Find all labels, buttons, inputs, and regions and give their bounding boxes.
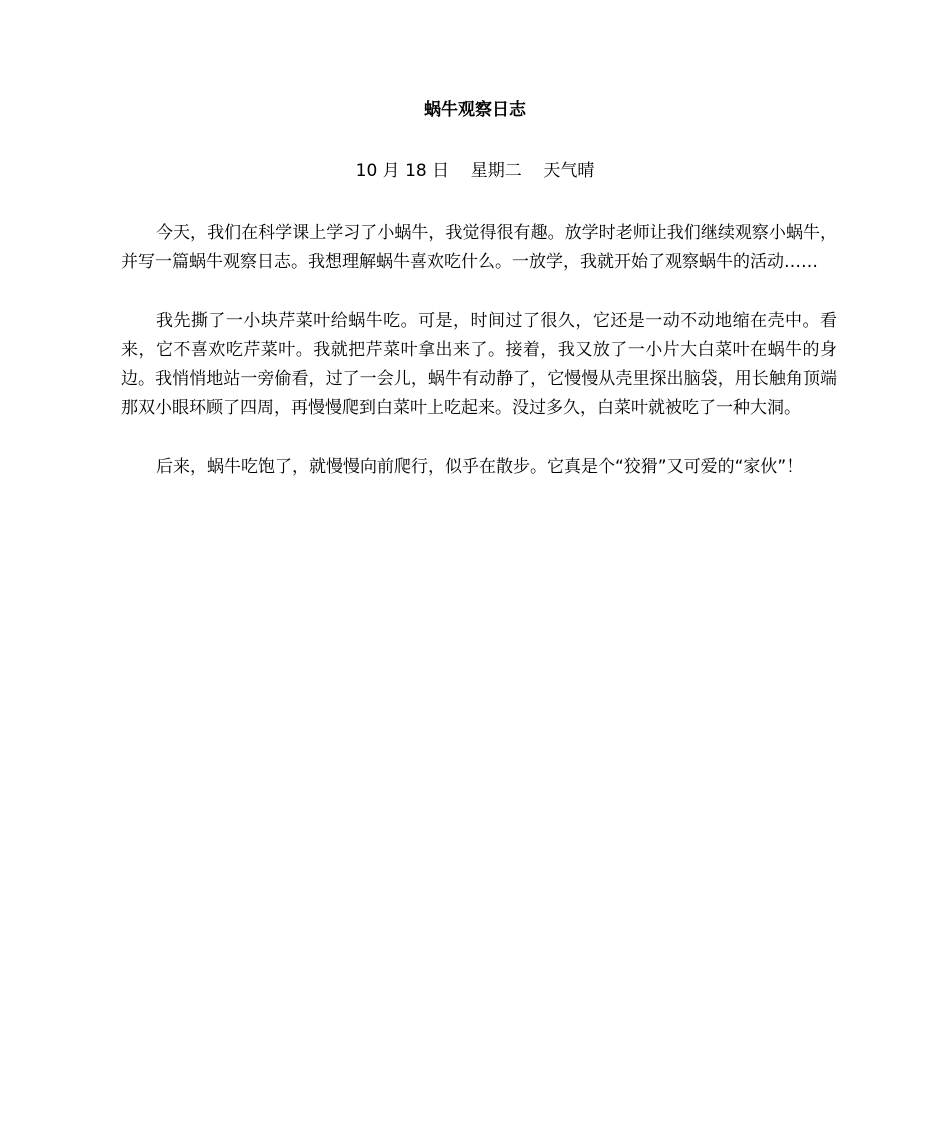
document-title: 蜗牛观察日志 xyxy=(424,100,526,120)
paragraph-observation: 我先撕了一小块芹菜叶给蜗牛吃。可是，时间过了很久，它还是一动不动地缩在壳中。看来，它不喜欢吃芹菜叶。我就把芹菜叶拿出来了。接着，我又放了一小片大白菜叶在蜗牛的身边。我悄悄地站一旁偷看，过了一会儿，蜗牛有动静了，它慢慢从壳里探出脑袋，用长触角顶端那双小眼环顾了四周，再慢慢爬到白菜叶上吃起来。没过多久，白菜叶就被吃了一种大洞。 xyxy=(121,311,837,418)
paragraph-intro: 今天，我们在科学课上学习了小蜗牛，我觉得很有趣。放学时老师让我们继续观察小蜗牛，并写一篇蜗牛观察日志。我想理解蜗牛喜欢吃什么。一放学，我就开始了观察蜗牛的活动…… xyxy=(121,223,837,272)
dateline: 10 月 18 日 星期二 天气晴 xyxy=(355,161,595,181)
document-body xyxy=(121,219,837,512)
paragraph-conclusion: 后来，蜗牛吃饱了，就慢慢向前爬行，似乎在散步。它真是个“狡猾”又可爱的“家伙”！ xyxy=(156,457,804,477)
